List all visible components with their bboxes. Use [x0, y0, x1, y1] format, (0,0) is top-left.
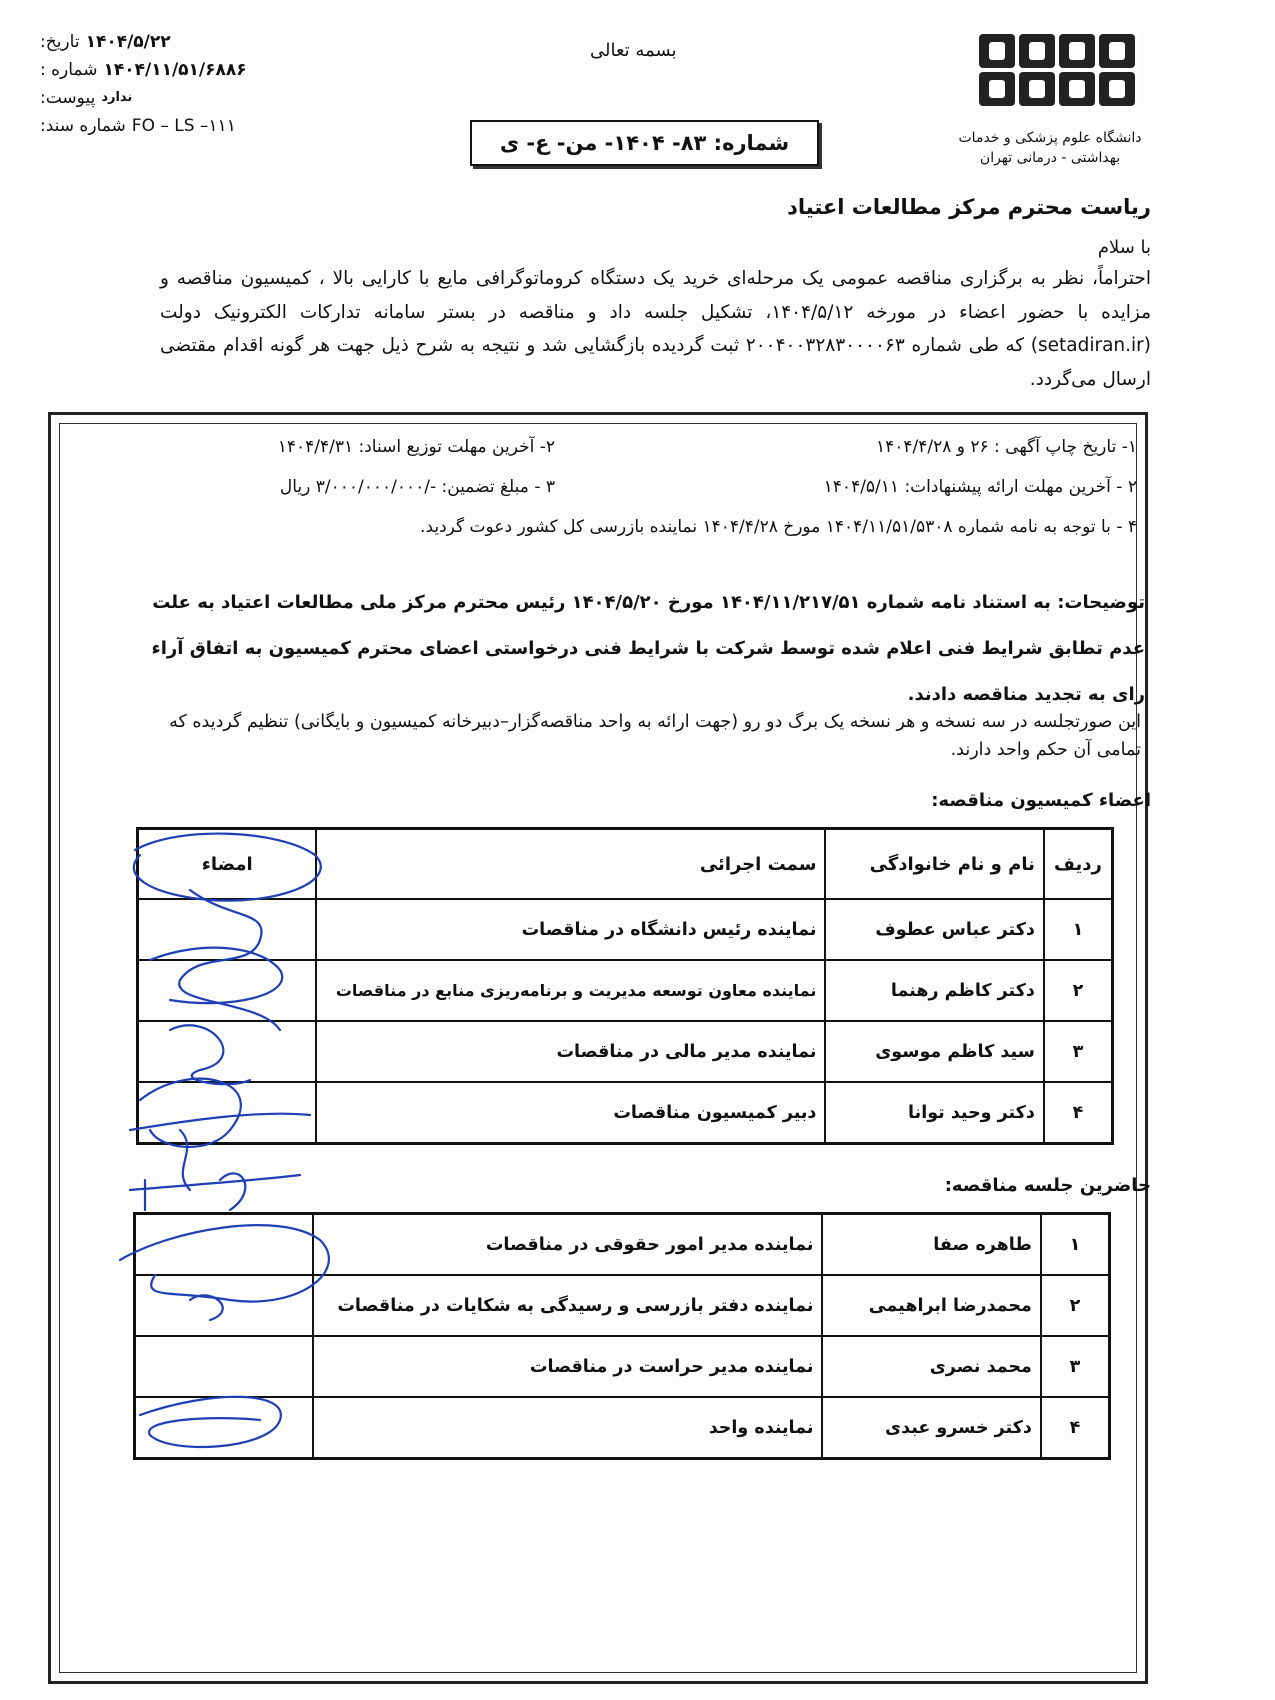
table-row: ۴ دکتر خسرو عبدی نماینده واحد — [135, 1397, 1110, 1459]
table-header-row — [138, 829, 1113, 900]
table-row: ۲ دکتر کاظم رهنما نماینده معاون توسعه مدیریت و برنامه‌ریزی منابع در مناقصات — [138, 960, 1113, 1021]
info-item-4: ۴ - با توجه به نامه شماره ۱۴۰۴/۱۱/۵۱/۵۳۰۸ مورخ ۱۴۰۴/۴/۲۸ نماینده بازرسی کل کشور دعوت گردید. — [420, 517, 1137, 537]
attachment-value: ندارد — [101, 90, 133, 105]
info-item-3: ۳ - مبلغ تضمین: -/۳/۰۰۰/۰۰۰/۰۰۰ ریال — [279, 477, 555, 497]
date-row: تاریخ: ۱۴۰۴/۵/۲۲ — [40, 28, 290, 56]
info-item-1: ۱- تاریخ چاپ آگهی : ۲۶ و ۱۴۰۴/۴/۲۸ — [875, 437, 1137, 457]
bismillah: بسمه تعالی — [590, 40, 677, 61]
table-row: ۳ محمد نصری نماینده مدیر حراست در مناقصات — [135, 1336, 1110, 1397]
signature-cell — [138, 1082, 317, 1144]
notes: توضیحات: به استناد نامه شماره ۱۴۰۴/۱۱/۲۱۷/۵۱ مورخ ۱۴۰۴/۵/۲۰ رئیس محترم مرکز ملی مطالعات اعتیاد به علت عدم تطابق شرایط فنی اعلام شده توسط شرکت با شرایط فنی درخواستی اعضای محترم کمیسیون به اتفاق آراء رای به تجدید مناقصه دادند. — [151, 592, 1145, 705]
letter-meta — [40, 28, 290, 140]
info-item-2b: ۲ - آخرین مهلت ارائه پیشنهادات: ۱۴۰۴/۵/۱۱ — [823, 477, 1137, 497]
header-sign: امضاء — [138, 829, 317, 900]
number-value: ۱۴۰۴/۱۱/۵۱/۶۸۸۶ — [103, 60, 247, 80]
header-role: سمت اجرائی — [316, 829, 825, 900]
table-row: ۱ دکتر عباس عطوف نماینده رئیس دانشگاه در مناقصات — [138, 899, 1113, 960]
table-row: ۳ سید کاظم موسوی نماینده مدیر مالی در مناقصات — [138, 1021, 1113, 1082]
committee-table — [136, 827, 1114, 1145]
signature-cell — [138, 899, 317, 960]
table-row: ۱ طاهره صفا نماینده مدیر امور حقوقی در مناقصات — [135, 1214, 1110, 1276]
attendees-title: حاضرین جلسه مناقصه: — [944, 1175, 1151, 1196]
attendees-table — [133, 1212, 1111, 1460]
signature-cell — [135, 1275, 314, 1336]
university-name: دانشگاه علوم پزشکی و خدمات بهداشتی - درمانی تهران — [958, 130, 1142, 166]
header-no: ردیف — [1044, 829, 1113, 900]
number-row: شماره : ۱۴۰۴/۱۱/۵۱/۶۸۸۶ — [40, 56, 290, 84]
doc-number-row: شماره سند: FO – LS –۱۱۱ — [40, 112, 290, 140]
info-item-2a: ۲- آخرین مهلت توزیع اسناد: ۱۴۰۴/۴/۳۱ — [277, 437, 555, 457]
university-logo-icon — [975, 30, 1140, 110]
session-number-box: شماره: ۸۳- ۱۴۰۴- من- ع- ی — [470, 120, 819, 166]
letter-body: احتراماً، نظر به برگزاری مناقصه عمومی یک مرحله‌ای خرید یک دستگاه کروماتوگرافی مایع با کارایی بالا ، کمیسیون مناقصه و مزایده با حضور اعضاء در مورخه ۱۴۰۴/۵/۱۲، تشکیل جلسه داد و مناقصه در بستر سامانه تدارکات الکترونیک دولت (setadiran.ir) که طی شماره ۲۰۰۴۰۰۳۲۸۳۰۰۰۰۶۳ ثبت گردیده بازگشایی شد و نتیجه به شرح ذیل جهت هر گونه اقدام مقتضی ارسال می‌گردد. — [160, 268, 1151, 390]
header-name: نام و نام خانوادگی — [825, 829, 1043, 900]
attachment-row: پیوست: ندارد — [40, 84, 290, 112]
signature-cell — [135, 1397, 314, 1459]
copies-note: این صورتجلسه در سه نسخه و هر نسخه یک برگ دو رو (جهت ارائه به واحد مناقصه‌گزار–دبیرخانه کمیسیون و بایگانی) تنظیم گردیده که تمامی آن حکم واحد دارند. — [169, 712, 1141, 760]
signature-cell — [135, 1214, 314, 1276]
table-row: ۲ محمدرضا ابراهیمی نماینده دفتر بازرسی و رسیدگی به شکایات در مناقصات — [135, 1275, 1110, 1336]
committee-title: اعضاء کمیسیون مناقصه: — [931, 790, 1151, 811]
signature-cell — [135, 1336, 314, 1397]
doc-number-value: FO – LS –۱۱۱ — [131, 116, 236, 136]
signature-cell — [138, 1021, 317, 1082]
date-value: ۱۴۰۴/۵/۲۲ — [85, 32, 171, 52]
recipient: ریاست محترم مرکز مطالعات اعتیاد — [787, 195, 1151, 219]
table-row: ۴ دکتر وحید توانا دبیر کمیسیون مناقصات — [138, 1082, 1113, 1144]
greeting: با سلام — [1097, 237, 1151, 258]
signature-cell — [138, 960, 317, 1021]
